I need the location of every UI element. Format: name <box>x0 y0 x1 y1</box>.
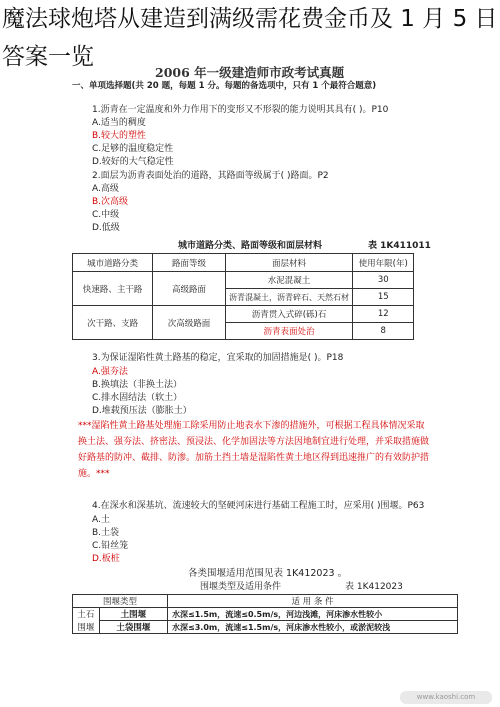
page-title: 魔法球炮塔从建造到满级需花费金币及 1 月 5 日答案一览 <box>2 6 498 70</box>
table2-header: 适 用 条 件 <box>168 595 458 608</box>
question-2-option-c: C.中级 <box>92 210 120 220</box>
question-2-option-b: B.次高级 <box>92 197 129 207</box>
question-3-option-c: C.排水固结法（软土） <box>92 393 183 403</box>
table2-condition: 水深≤1.5m，流速≤0.5m/s，河边浅滩，河床渗水性较小 <box>168 608 458 621</box>
watermark: www.kaoshi.com <box>400 691 492 704</box>
cofferdam-table <box>72 594 458 634</box>
table1-caption: 城市道路分类、路面等级和面层材料 <box>178 241 323 251</box>
table1-years: 12 <box>353 306 414 323</box>
question-1-stem: 1.沥青在一定温度和外力作用下的变形又不形裂的能力说明其具有( )。P10 <box>92 105 389 115</box>
road-classification-table <box>72 253 414 340</box>
table1-material-highlight: 沥青表面处治 <box>225 323 353 340</box>
table1-material: 沥青贯入式碎(砾)石 <box>225 306 353 323</box>
table2-header: 围堰类型 <box>73 595 168 608</box>
table1-years: 15 <box>353 289 414 306</box>
section-heading: 一、单项选择题(共 20 题，每题 1 分。每题的备选项中，只有 1 个最符合题意) <box>72 81 377 91</box>
question-3-option-d: D.堆载预压法（膨胀土） <box>92 406 192 416</box>
table1-road-class: 快速路、主干路 <box>73 272 153 306</box>
question-4-stem: 4.在深水和深基坑、流速较大的坚硬河床进行基础工程施工时，应采用( )围堰。P63 <box>92 501 425 511</box>
table2-type: 土围堰 <box>99 608 167 621</box>
table1-road-class: 次干路、支路 <box>73 306 153 340</box>
table1-years: 8 <box>353 323 414 340</box>
question-1-option-a: A.适当的稠度 <box>92 118 146 128</box>
table1-grade: 高级路面 <box>153 272 225 306</box>
table2-type: 土袋围堰 <box>99 621 167 634</box>
table1-header: 路面等级 <box>153 254 225 272</box>
exam-title: 2006 年一级建造师市政考试真题 <box>155 65 345 80</box>
table2-subcaption: 围堰类型及适用条件 <box>200 582 282 592</box>
table1-material: 沥青混凝土，沥青碎石、天然石材 <box>225 289 353 306</box>
question-4-option-c: C.铅丝笼 <box>92 541 129 551</box>
question-2-stem: 2.面层为沥青表面处治的道路，其路面等级属于( )路面。P2 <box>92 171 329 181</box>
table1-header: 使用年限(年) <box>353 254 414 272</box>
question-4-option-a: A.土 <box>92 515 110 525</box>
question-2-option-a: A.高级 <box>92 184 119 194</box>
table2-number: 表 1K412023 <box>345 582 403 592</box>
table2-caption: 各类围堰适用范围见表 1K412023 。 <box>188 568 348 579</box>
question-1-option-b: B.较大的塑性 <box>92 131 147 141</box>
table1-material: 水泥混凝土 <box>225 272 353 289</box>
question-3-option-a: A.强夯法 <box>92 367 128 377</box>
table2-condition: 水深≤3.0m，流速≤1.5m/s，河床渗水性较小，或淤泥较浅 <box>168 621 458 634</box>
table1-number: 表 1K411011 <box>368 241 431 251</box>
explanation-note: ***湿陷性黄土路基处理施工除采用防止地表水下渗的措施外，可根据工程具体情况采取换土法、强夯法、挤密法、预浸法、化学加固法等方法因地制宜进行处理，并采取措施做好路基的防冲、截排、防渗。加筋土挡土墙是湿陷性黄土地区得到迅速推广的有效防护措施。*** <box>78 421 430 479</box>
question-2-option-d: D.低级 <box>92 223 120 233</box>
table1-header: 城市道路分类 <box>73 254 153 272</box>
question-1-option-c: C.足够的温度稳定性 <box>92 144 174 154</box>
table2-group: 围堰 <box>73 621 100 634</box>
table1-grade: 次高级路面 <box>153 306 225 340</box>
table1-years: 30 <box>353 272 414 289</box>
question-4-option-d: D.板桩 <box>92 554 120 564</box>
question-4-option-b: B.土袋 <box>92 528 120 538</box>
table2-group: 土石 <box>73 608 100 621</box>
question-1-option-d: D.较好的大气稳定性 <box>92 157 174 167</box>
question-3-stem: 3.为保证湿陷性黄土路基的稳定，宜采取的加固措施是( )。P18 <box>92 353 344 363</box>
question-3-option-b: B.换填法（非换土法） <box>92 380 183 390</box>
table1-header: 面层材料 <box>225 254 353 272</box>
